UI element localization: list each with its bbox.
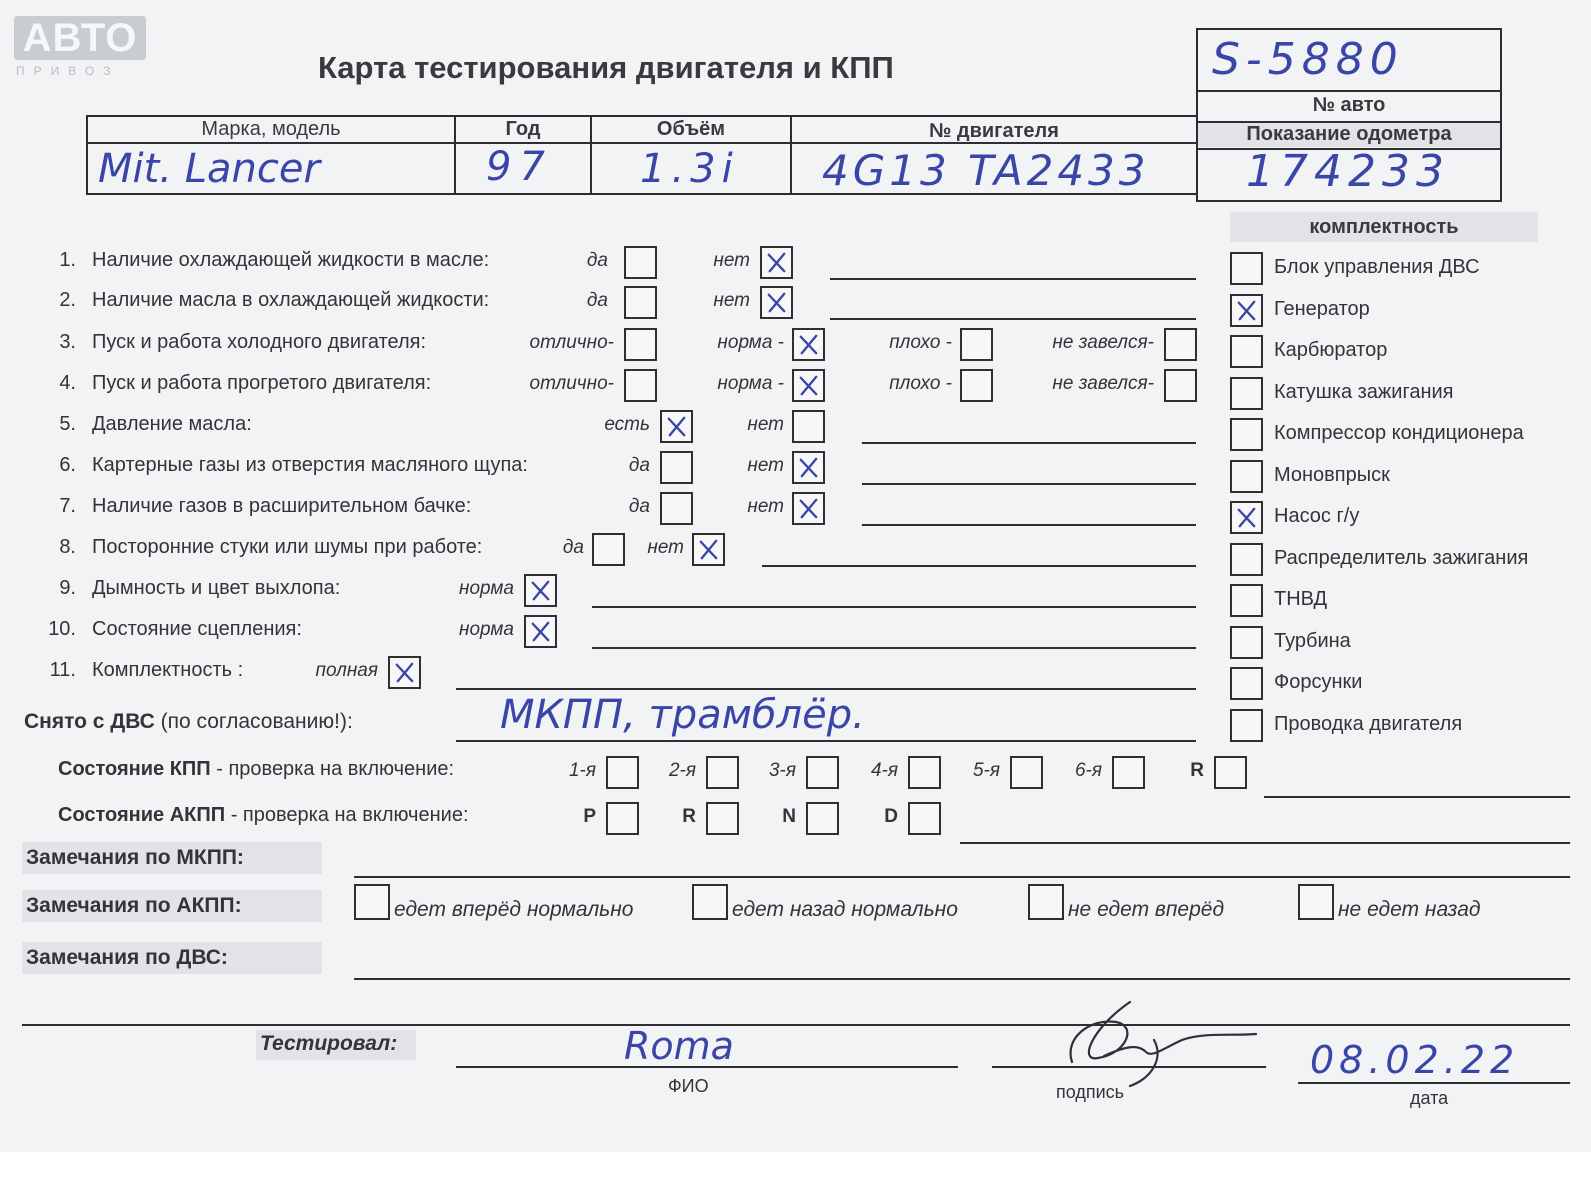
completeness-item-label: Турбина (1274, 629, 1351, 652)
option-label: отлично- (529, 332, 614, 353)
question-number: 10. (48, 618, 76, 640)
automatic-gearbox-label-bold: Состояние АКПП (58, 804, 226, 826)
col-header-engine-number: № двигателя (929, 120, 1059, 142)
completeness-item-label: Компрессор кондиционера (1274, 422, 1524, 444)
question-number: 6. (59, 454, 76, 476)
completeness-checkbox[interactable] (1230, 418, 1263, 451)
option-checkbox[interactable] (1164, 369, 1197, 402)
check-mark-icon (1232, 296, 1261, 325)
gear-label: 5-я (972, 760, 1000, 781)
answer-line (862, 524, 1196, 526)
name-caption: ФИО (668, 1076, 709, 1096)
manual-gearbox-line (1264, 796, 1570, 798)
question-text: Дымность и цвет выхлопа: (92, 577, 341, 599)
option-checkbox[interactable] (760, 246, 793, 279)
position-label: N (782, 806, 796, 827)
date-caption: дата (1410, 1088, 1449, 1108)
question-number: 1. (59, 249, 76, 271)
completeness-item-label: Генератор (1274, 297, 1370, 320)
question-text: Комплектность : (92, 659, 244, 681)
option-label: да (628, 496, 650, 517)
automatic-remark-checkbox[interactable] (1028, 884, 1064, 920)
option-label: норма - (717, 373, 784, 394)
completeness-checkbox[interactable] (1230, 294, 1263, 327)
completeness-item-label: Катушка зажигания (1274, 380, 1454, 403)
check-mark-icon (762, 288, 791, 317)
completeness-item-label: Блок управления ДВС (1274, 256, 1480, 278)
gear-label: 4-я (870, 760, 898, 781)
option-checkbox[interactable] (524, 615, 557, 648)
remarks-manual-label: Замечания по МКПП: (22, 842, 322, 874)
option-checkbox[interactable] (792, 410, 825, 443)
remarks-engine-line (354, 978, 1570, 980)
completeness-item-label: ТНВД (1274, 588, 1328, 610)
completeness-item-label: Проводка двигателя (1274, 712, 1463, 735)
position-label: D (884, 806, 898, 827)
col-header-year: Год (505, 118, 541, 140)
remarks-manual-line (354, 876, 1570, 878)
page-title: Карта тестирования двигателя и КПП (318, 50, 894, 85)
completeness-checkbox[interactable] (1230, 709, 1263, 742)
brand-logo-subtitle: ПРИВОЗ (16, 64, 120, 78)
automatic-remark-checkbox[interactable] (1298, 884, 1334, 920)
gear-label: 6-я (1074, 760, 1102, 781)
option-label: норма - (717, 332, 784, 353)
automatic-remark-label: не едет назад (1338, 898, 1481, 921)
option-label: не завелся- (1052, 373, 1154, 394)
vehicle-number-value: S-5880 (1212, 34, 1404, 85)
question-number: 7. (59, 495, 76, 517)
question-number: 8. (59, 536, 76, 558)
option-label: нет (713, 250, 750, 271)
page-edge (0, 1152, 1591, 1194)
automatic-remark-checkbox[interactable] (692, 884, 728, 920)
option-label: отлично- (529, 373, 614, 394)
remarks-extra-line (22, 1024, 1570, 1026)
col-header-volume: Объём (656, 118, 726, 140)
question-text: Давление масла: (92, 413, 252, 435)
option-label: нет (647, 537, 684, 558)
signature-mark (1034, 996, 1264, 1092)
removed-line (456, 740, 1196, 742)
option-label: норма (459, 619, 514, 640)
option-label: нет (747, 455, 784, 476)
automatic-remark-label: едет назад нормально (732, 898, 958, 921)
option-label: да (586, 290, 608, 311)
option-checkbox[interactable] (388, 656, 421, 689)
engine-number-value: 4G13 TA2433 (822, 146, 1150, 195)
odometer-value: 174233 (1246, 146, 1450, 197)
tested-by-label: Тестировал: (260, 1032, 398, 1055)
position-label: R (682, 806, 696, 827)
gear-label: 2-я (668, 760, 696, 781)
question-number: 5. (59, 413, 76, 435)
completeness-item-label: Форсунки (1274, 671, 1363, 693)
check-mark-icon (390, 658, 419, 687)
removed-label-bold: Снято с ДВС (24, 710, 155, 733)
gear-checkbox[interactable] (1214, 756, 1247, 789)
completeness-checkbox[interactable] (1230, 377, 1263, 410)
completeness-item-label: Насос г/у (1274, 505, 1360, 527)
removed-value: МКПП, трамблёр. (500, 692, 865, 738)
option-label: плохо - (889, 373, 952, 394)
completeness-checkbox[interactable] (1230, 543, 1263, 576)
brand-logo: АВТО (14, 16, 146, 60)
completeness-checkbox[interactable] (1230, 252, 1263, 285)
automatic-remark-label: едет вперёд нормально (394, 898, 634, 921)
automatic-gearbox-line (960, 842, 1570, 844)
check-mark-icon (694, 535, 723, 564)
answer-line (830, 278, 1196, 280)
answer-line (830, 318, 1196, 320)
completeness-checkbox[interactable] (1230, 667, 1263, 700)
option-checkbox[interactable] (760, 286, 793, 319)
completeness-checkbox[interactable] (1230, 460, 1263, 493)
automatic-remark-checkbox[interactable] (354, 884, 390, 920)
answer-line (862, 483, 1196, 485)
question-text: Наличие охлаждающей жидкости в масле: (92, 249, 490, 271)
option-checkbox[interactable] (792, 451, 825, 484)
check-mark-icon (762, 248, 791, 277)
completeness-item-label: Моновпрыск (1274, 463, 1390, 486)
option-label: есть (604, 414, 650, 435)
remarks-automatic-label: Замечания по АКПП: (22, 890, 322, 922)
check-mark-icon (526, 617, 555, 646)
option-label: нет (713, 290, 750, 311)
question-text: Посторонние стуки или шумы при работе: (92, 536, 483, 558)
option-checkbox[interactable] (692, 533, 725, 566)
position-label: P (583, 806, 596, 827)
question-text: Наличие газов в расширительном бачке: (92, 495, 472, 517)
check-mark-icon (526, 576, 555, 605)
remarks-engine-label: Замечания по ДВС: (22, 942, 322, 974)
date-value: 08.02.22 (1310, 1038, 1520, 1082)
option-label: не завелся- (1052, 332, 1154, 353)
year-value: 97 (486, 144, 553, 190)
check-mark-icon (794, 453, 823, 482)
manual-gearbox-label-bold: Состояние КПП (58, 758, 211, 780)
vehicle-number-label: № авто (1312, 94, 1386, 116)
answer-line (456, 688, 1196, 690)
question-text: Пуск и работа прогретого двигателя: (92, 372, 432, 394)
question-number: 11. (49, 659, 76, 681)
question-number: 9. (59, 577, 76, 599)
volume-value: 1.3i (640, 146, 739, 192)
check-mark-icon (794, 494, 823, 523)
question-number: 4. (59, 372, 76, 394)
gear-label: 3-я (768, 760, 796, 781)
signature-caption: подпись (1056, 1082, 1125, 1102)
question-text: Пуск и работа холодного двигателя: (92, 331, 427, 353)
odometer-label: Показание одометра (1198, 123, 1500, 147)
col-header-model: Марка, модель (201, 118, 341, 140)
divider (1196, 90, 1502, 92)
option-label: норма (459, 578, 514, 599)
option-label: полная (315, 660, 378, 681)
completeness-item-label: Распределитель зажигания (1274, 546, 1529, 569)
tester-name-value: Roma (624, 1024, 734, 1068)
question-number: 3. (59, 331, 76, 353)
position-checkbox[interactable] (908, 802, 941, 835)
option-label: нет (747, 496, 784, 517)
question-text: Картерные газы из отверстия масляного щупа: (92, 454, 528, 476)
option-checkbox[interactable] (792, 492, 825, 525)
answer-line (762, 565, 1196, 567)
completeness-title: комплектность (1230, 212, 1538, 242)
completeness-item-label: Карбюратор (1274, 339, 1388, 361)
automatic-gearbox-label-normal: - проверка на включение: (225, 804, 469, 826)
option-label: нет (747, 414, 784, 435)
option-label: да (586, 250, 608, 271)
model-value: Mit. Lancer (98, 146, 320, 192)
manual-gearbox-label (58, 758, 454, 781)
completeness-checkbox[interactable] (1230, 584, 1263, 617)
option-checkbox[interactable] (524, 574, 557, 607)
answer-line (862, 442, 1196, 444)
automatic-remark-label: не едет вперёд (1068, 898, 1225, 921)
date-line (1298, 1082, 1570, 1084)
manual-gearbox-label-normal: - проверка на включение: (210, 758, 455, 780)
gear-label: R (1190, 760, 1204, 781)
check-mark-icon (1232, 503, 1261, 532)
answer-line (592, 606, 1196, 608)
removed-label (24, 710, 353, 734)
completeness-checkbox[interactable] (1230, 501, 1263, 534)
answer-line (592, 647, 1196, 649)
question-text: Состояние сцепления: (92, 618, 302, 640)
question-text: Наличие масла в охлаждающей жидкости: (92, 289, 490, 311)
completeness-checkbox[interactable] (1230, 626, 1263, 659)
question-number: 2. (59, 289, 76, 311)
option-checkbox[interactable] (1164, 328, 1197, 361)
option-label: плохо - (889, 332, 952, 353)
removed-label-normal: (по согласованию!): (154, 710, 353, 733)
completeness-checkbox[interactable] (1230, 335, 1263, 368)
option-label: да (628, 455, 650, 476)
option-label: да (562, 537, 584, 558)
gear-label: 1-я (568, 760, 596, 781)
